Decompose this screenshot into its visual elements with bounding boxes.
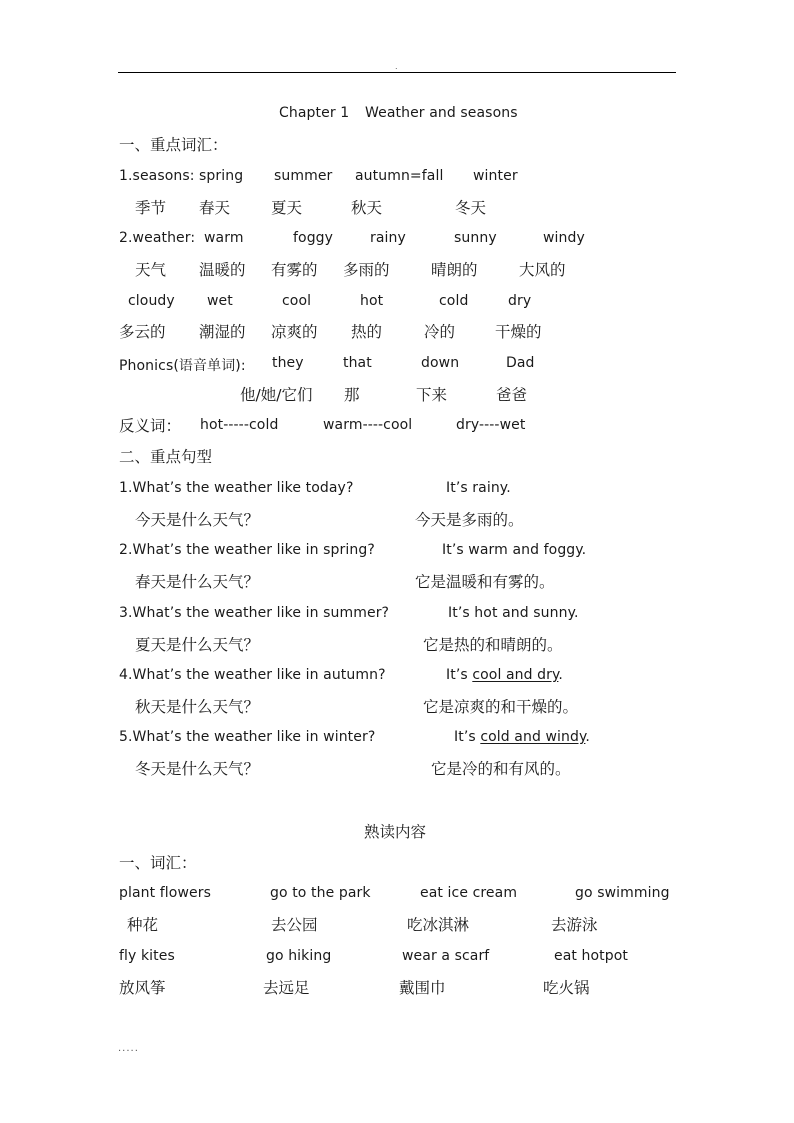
word-en: autumn=fall xyxy=(355,168,444,184)
word-en: hot xyxy=(360,293,384,309)
word-en: dry xyxy=(508,293,532,309)
word-zh: 多云的 xyxy=(119,323,166,341)
word-en: wet xyxy=(207,293,233,309)
antonym-pair: dry----wet xyxy=(456,417,526,433)
antonym-pair: warm----cool xyxy=(323,417,413,433)
word-zh: 爸爸 xyxy=(496,386,528,404)
word-zh: 他/她/它们 xyxy=(240,386,313,404)
word-zh: 夏天 xyxy=(271,199,303,217)
phrase-zh: 去远足 xyxy=(263,979,310,997)
word-zh: 秋天 xyxy=(351,199,383,217)
word-zh: 干燥的 xyxy=(495,323,542,341)
word-en: Dad xyxy=(506,355,535,371)
sentence-question: 5.What’s the weather like in winter? xyxy=(119,729,376,745)
phrase-zh: 放风筝 xyxy=(119,979,166,997)
seasons-label: 1.seasons: xyxy=(119,168,195,184)
word-en: foggy xyxy=(293,230,334,246)
sentence-question: 1.What’s the weather like today? xyxy=(119,480,354,496)
section-heading-sentences: 二、重点句型 xyxy=(119,448,213,466)
phrase-en: go hiking xyxy=(266,948,332,964)
word-en: summer xyxy=(274,168,333,184)
header-rule xyxy=(118,72,676,73)
sentence-question: 4.What’s the weather like in autumn? xyxy=(119,667,386,683)
word-en: warm xyxy=(204,230,244,246)
word-zh: 多雨的 xyxy=(343,261,390,279)
phrase-en: wear a scarf xyxy=(402,948,490,964)
section-heading-vocab: 一、重点词汇： xyxy=(119,136,228,154)
sentence-answer: It’s hot and sunny. xyxy=(448,605,579,621)
phrase-en: plant flowers xyxy=(119,885,211,901)
word-en: sunny xyxy=(454,230,497,246)
sentence-answer: It’s cool and dry. xyxy=(446,667,563,683)
chapter-number: Chapter 1 xyxy=(279,105,350,121)
sentence-answer: It’s cold and windy. xyxy=(454,729,590,745)
antonym-pair: hot-----cold xyxy=(200,417,279,433)
header-mark: . xyxy=(395,62,398,71)
word-zh: 热的 xyxy=(351,323,383,341)
word-zh: 大风的 xyxy=(519,261,566,279)
phrase-en: go to the park xyxy=(270,885,371,901)
word-zh: 冷的 xyxy=(424,323,456,341)
word-zh: 温暖的 xyxy=(199,261,246,279)
phrase-en: eat hotpot xyxy=(554,948,629,964)
word-zh: 冬天 xyxy=(455,199,487,217)
section-heading-words: 一、词汇： xyxy=(119,854,197,872)
word-en: rainy xyxy=(370,230,406,246)
sentence-question-zh: 春天是什么天气？ xyxy=(135,573,260,591)
word-zh: 下来 xyxy=(416,386,448,404)
word-zh: 凉爽的 xyxy=(271,323,318,341)
sentence-answer-zh: 今天是多雨的。 xyxy=(415,511,524,529)
phrase-zh: 种花 xyxy=(127,916,159,934)
phrase-zh: 去游泳 xyxy=(551,916,598,934)
weather-label: 2.weather: xyxy=(119,230,196,246)
word-zh: 有雾的 xyxy=(271,261,318,279)
sentence-question: 3.What’s the weather like in summer? xyxy=(119,605,390,621)
sentence-answer-zh: 它是温暖和有雾的。 xyxy=(415,573,555,591)
sentence-question-zh: 今天是什么天气？ xyxy=(135,511,260,529)
phrase-en: eat ice cream xyxy=(420,885,518,901)
chapter-title: Weather and seasons xyxy=(365,105,518,121)
word-en: spring xyxy=(199,168,244,184)
footer-mark: ..... xyxy=(118,1043,139,1054)
word-zh: 晴朗的 xyxy=(431,261,478,279)
weather-label-zh: 天气 xyxy=(135,261,167,279)
word-en: down xyxy=(421,355,460,371)
sentence-question-zh: 冬天是什么天气？ xyxy=(135,760,260,778)
word-en: cold xyxy=(439,293,469,309)
word-zh: 那 xyxy=(344,386,360,404)
phrase-en: go swimming xyxy=(575,885,670,901)
phrase-en: fly kites xyxy=(119,948,175,964)
word-zh: 潮湿的 xyxy=(199,323,246,341)
word-en: cloudy xyxy=(128,293,175,309)
phrase-zh: 戴围巾 xyxy=(399,979,446,997)
antonyms-label: 反义词： xyxy=(119,417,182,435)
word-zh: 春天 xyxy=(199,199,231,217)
word-en: that xyxy=(343,355,372,371)
sentence-question: 2.What’s the weather like in spring? xyxy=(119,542,375,558)
word-en: winter xyxy=(473,168,518,184)
word-en: windy xyxy=(543,230,585,246)
word-en: cool xyxy=(282,293,312,309)
sentence-question-zh: 秋天是什么天气？ xyxy=(135,698,260,716)
phonics-label: Phonics(语音单词): xyxy=(119,358,246,374)
seasons-label-zh: 季节 xyxy=(135,199,167,217)
sentence-answer-zh: 它是凉爽的和干燥的。 xyxy=(423,698,579,716)
reading-section-title: 熟读内容 xyxy=(364,823,427,841)
phrase-zh: 去公园 xyxy=(271,916,318,934)
sentence-answer-zh: 它是冷的和有风的。 xyxy=(431,760,571,778)
sentence-answer: It’s rainy. xyxy=(446,480,511,496)
sentence-answer: It’s warm and foggy. xyxy=(442,542,587,558)
phrase-zh: 吃火锅 xyxy=(543,979,590,997)
word-en: they xyxy=(272,355,304,371)
phrase-zh: 吃冰淇淋 xyxy=(407,916,470,934)
sentence-question-zh: 夏天是什么天气？ xyxy=(135,636,260,654)
sentence-answer-zh: 它是热的和晴朗的。 xyxy=(423,636,563,654)
